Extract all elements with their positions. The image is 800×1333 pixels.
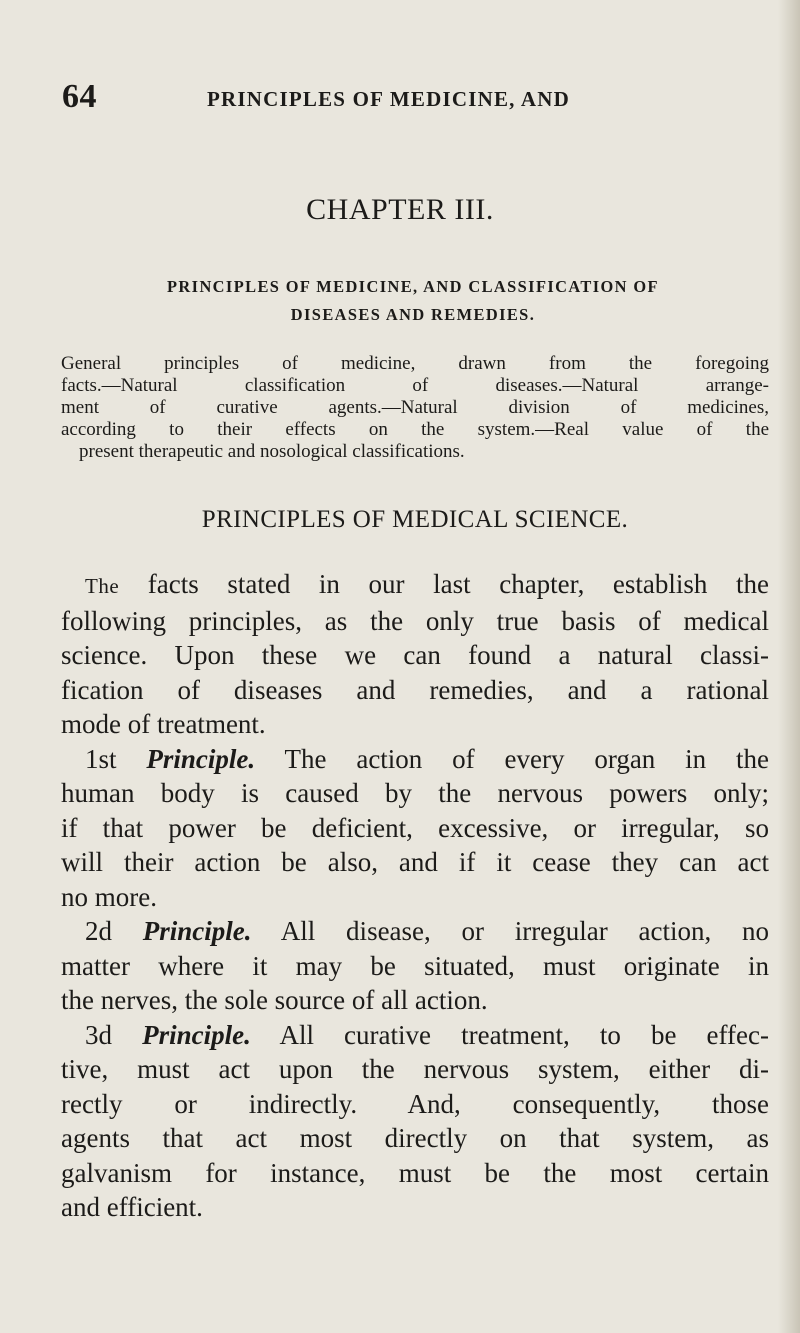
chapter-subtitle-line-1: PRINCIPLES OF MEDICINE, AND CLASSIFICATION OF [167,277,659,296]
principle-3-label: Principle. [142,1019,251,1050]
body-line: galvanism for instance, must be the most certain [61,1157,769,1188]
body-line-text: facts stated in our last chapter, establish the [147,569,769,599]
body-line: rectly or indirectly. And, consequently, those [61,1088,769,1119]
principle-1-label: Principle. [146,743,256,774]
summary-line: General principles of medicine, drawn from the foregoing [61,353,769,374]
body-line [61,567,769,604]
page-number: 64 [62,78,97,115]
principle-3-ordinal: 3d [85,1019,112,1050]
chapter-summary [61,353,769,463]
body-line: and efficient. [61,1192,203,1222]
body-line: following principles, as the only true basis of medical [61,605,769,636]
chapter-title: CHAPTER III. [306,193,494,226]
chapter-subtitle-line-2: DISEASES AND REMEDIES. [290,305,536,324]
body-line: matter where it may be situated, must originate in [61,950,769,981]
summary-line: according to their effects on the system.—Real value of the [61,419,769,440]
body-line: if that power be deficient, excessive, or irregular, so [61,812,769,843]
body-text [61,567,769,1225]
body-line: science. Upon these we can found a natural classi- [61,640,769,670]
section-heading: PRINCIPLES OF MEDICAL SCIENCE. [201,506,629,533]
principle-2-ordinal: 2d [85,916,112,946]
chapter-subtitle [60,273,766,329]
body-line: human body is caused by the nervous powers only; [61,778,769,808]
principle-2-text: All disease, or irregular action, no [280,916,769,946]
principle-2-first-line [61,914,769,949]
body-line: tive, must act upon the nervous system, either di- [61,1054,769,1084]
body-line: agents that act most directly on that system, as [61,1123,769,1153]
body-line: mode of treatment. [61,709,266,739]
body-line: the nerves, the sole source of all action. [61,985,488,1015]
running-title: PRINCIPLES OF MEDICINE, AND [207,87,570,111]
principle-1-text: The action of every organ in the [284,743,770,774]
principle-3-text: All curative treatment, to be effec- [279,1019,769,1050]
summary-line: facts.—Natural classification of diseases.—Natural arrange- [61,375,769,396]
running-head [62,78,742,114]
body-line: no more. [61,881,157,912]
principle-1-ordinal: 1st [85,743,117,774]
principle-1-first-line [61,742,769,777]
intro-first-word: The [85,574,120,598]
summary-line: present therapeutic and nosological classifications. [79,441,465,462]
body-line: fication of diseases and remedies, and a rational [61,674,769,705]
body-line: will their action be also, and if it cease they can act [61,847,769,877]
principle-3-first-line [61,1018,769,1053]
summary-line: ment of curative agents.—Natural division of medicines, [61,397,769,418]
principle-2-label: Principle. [142,916,252,946]
